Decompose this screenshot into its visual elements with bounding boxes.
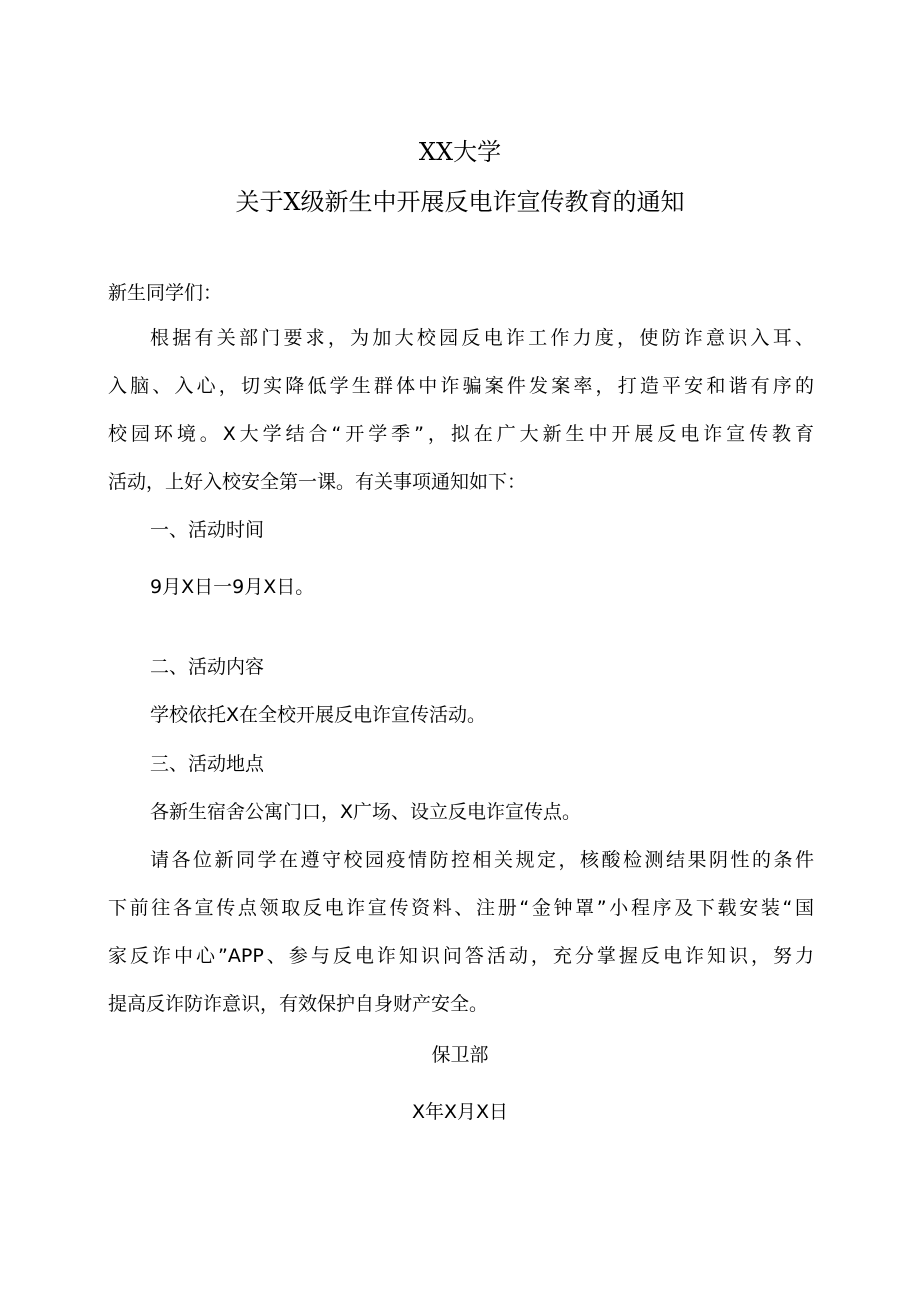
closing-line-3: 家反诈中心”APP、参与反电诈知识问答活动，充分掌握反电诈知识，努力 (108, 945, 814, 967)
signature-date: X年X月X日 (411, 1101, 509, 1123)
greeting: 新生同学们： (108, 282, 223, 304)
closing-line-2: 下前往各宣传点领取反电诈宣传资料、注册“金钟罩”小程序及下载安装“国 (108, 897, 814, 919)
section-heading-content: 二、活动内容 (150, 656, 265, 678)
section-content-time: 9月X日一9月X日。 (150, 576, 315, 598)
notice-title: 关于X级新生中开展反电诈宣传教育的通知 (235, 188, 685, 216)
intro-line-4: 活动，上好入校安全第一课。有关事项通知如下： (108, 471, 527, 493)
closing-line-1: 请各位新同学在遵守校园疫情防控相关规定，核酸检测结果阴性的条件 (150, 849, 814, 871)
intro-line-2: 入脑、入心，切实降低学生群体中诈骗案件发案率，打造平安和谐有序的 (108, 375, 814, 397)
signature-department: 保卫部 (431, 1044, 489, 1066)
section-heading-time: 一、活动时间 (150, 519, 265, 541)
intro-line-3: 校园环境。X大学结合“开学季”，拟在广大新生中开展反电诈宣传教育 (108, 423, 814, 445)
section-heading-location: 三、活动地点 (150, 753, 265, 775)
intro-line-1: 根据有关部门要求，为加大校园反电诈工作力度，使防诈意识入耳、 (150, 327, 814, 349)
closing-line-4: 提高反诈防诈意识，有效保护自身财产安全。 (108, 993, 489, 1015)
section-content-content: 学校依托X在全校开展反电诈宣传活动。 (150, 704, 487, 726)
section-content-location: 各新生宿舍公寓门口，X广场、设立反电诈宣传点。 (150, 801, 582, 823)
school-name: XX大学 (418, 138, 502, 166)
